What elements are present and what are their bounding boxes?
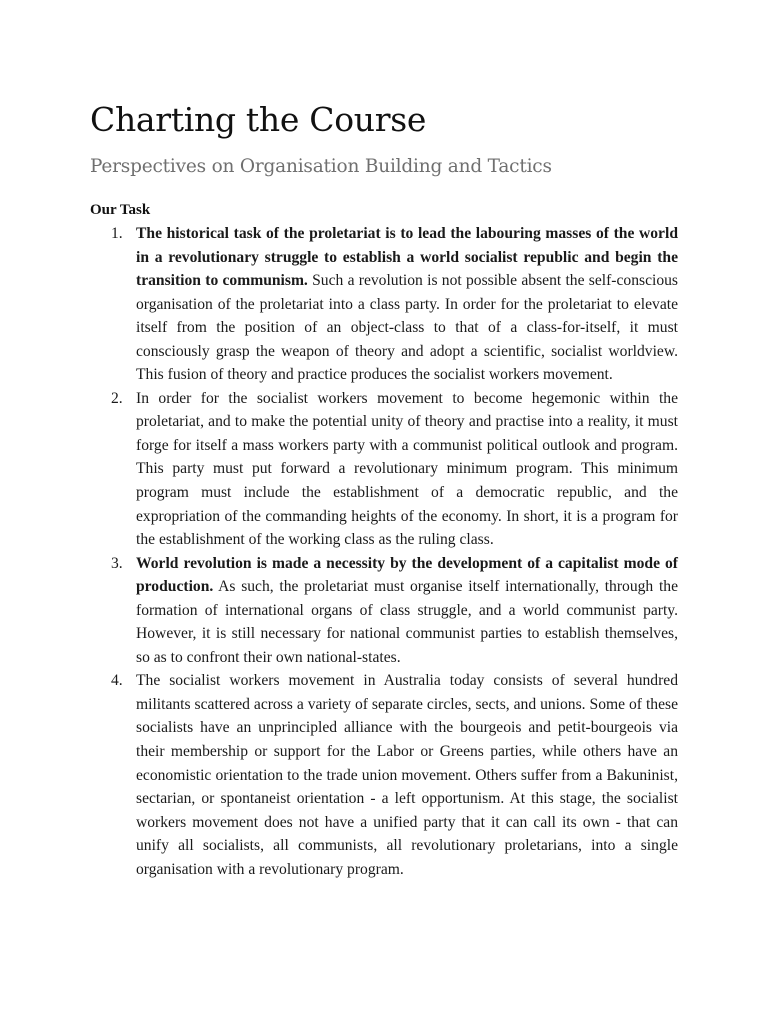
list-item-text: Such a revolution is not possible absent the self-conscious organisation of the proletariat into a class party. In order for the proletariat to elevate itself from the position of an object-class to that of a class-for-itself, it must consciously grasp the weapon of theory and adopt a scientific, socialist worldview. This fusion of theory and practice produces the socialist workers movement. bbox=[136, 272, 678, 384]
task-list bbox=[90, 222, 678, 881]
list-item bbox=[111, 669, 678, 881]
list-item-text: In order for the socialist workers movement to become hegemonic within the proletariat, and to make the potential unity of theory and practise into a reality, it must forge for itself a mass workers party with a communist political outlook and program. This party must put forward a revolutionary minimum program. This minimum program must include the establishment of a democratic republic, and the expropriation of the commanding heights of the economy. In short, it is a program for the establishment of the working class as the ruling class. bbox=[136, 389, 678, 549]
section-heading: Our Task bbox=[90, 202, 151, 218]
list-item-text: The socialist workers movement in Australia today consists of several hundred militants scattered across a variety of separate circles, sects, and unions. Some of these socialists have an unprincipled alliance with the bourgeois and petit-bourgeois via their membership or support for the Labor or Greens parties, while others have an economistic orientation to the trade union movement. Others suffer from a Bakuninist, sectarian, or spontaneist orientation - a left opportunism. At this stage, the socialist workers movement does not have a unified party that it can call its own - that can unify all socialists, all communists, all revolutionary proletarians, into a single organisation with a revolutionary program. bbox=[136, 672, 678, 878]
list-item-number: 1. bbox=[111, 225, 123, 242]
list-item-number: 2. bbox=[111, 389, 123, 407]
list-item bbox=[111, 387, 678, 552]
page-title: Charting the Course bbox=[90, 100, 427, 139]
list-item bbox=[111, 552, 678, 670]
list-item-text: As such, the proletariat must organise itself internationally, through the formation of international organs of class struggle, and a world communist party. However, it is still necessary for national communist parties to establish themselves, so as to confront their own national-states. bbox=[136, 578, 678, 666]
list-item bbox=[111, 222, 678, 387]
page-subtitle: Perspectives on Organisation Building and Tactics bbox=[90, 156, 552, 177]
list-item-number: 3. bbox=[111, 554, 123, 572]
document-page bbox=[90, 96, 678, 881]
list-item-bold-text: World revolution is made a necessity by the development of a capitalist mode of production. bbox=[136, 554, 678, 596]
list-item-bold-text: The historical task of the proletariat is to lead the labouring masses of the world in a revolutionary struggle to establish a world socialist republic and begin the transition to communism. bbox=[136, 225, 678, 290]
list-item-number: 4. bbox=[111, 672, 123, 690]
